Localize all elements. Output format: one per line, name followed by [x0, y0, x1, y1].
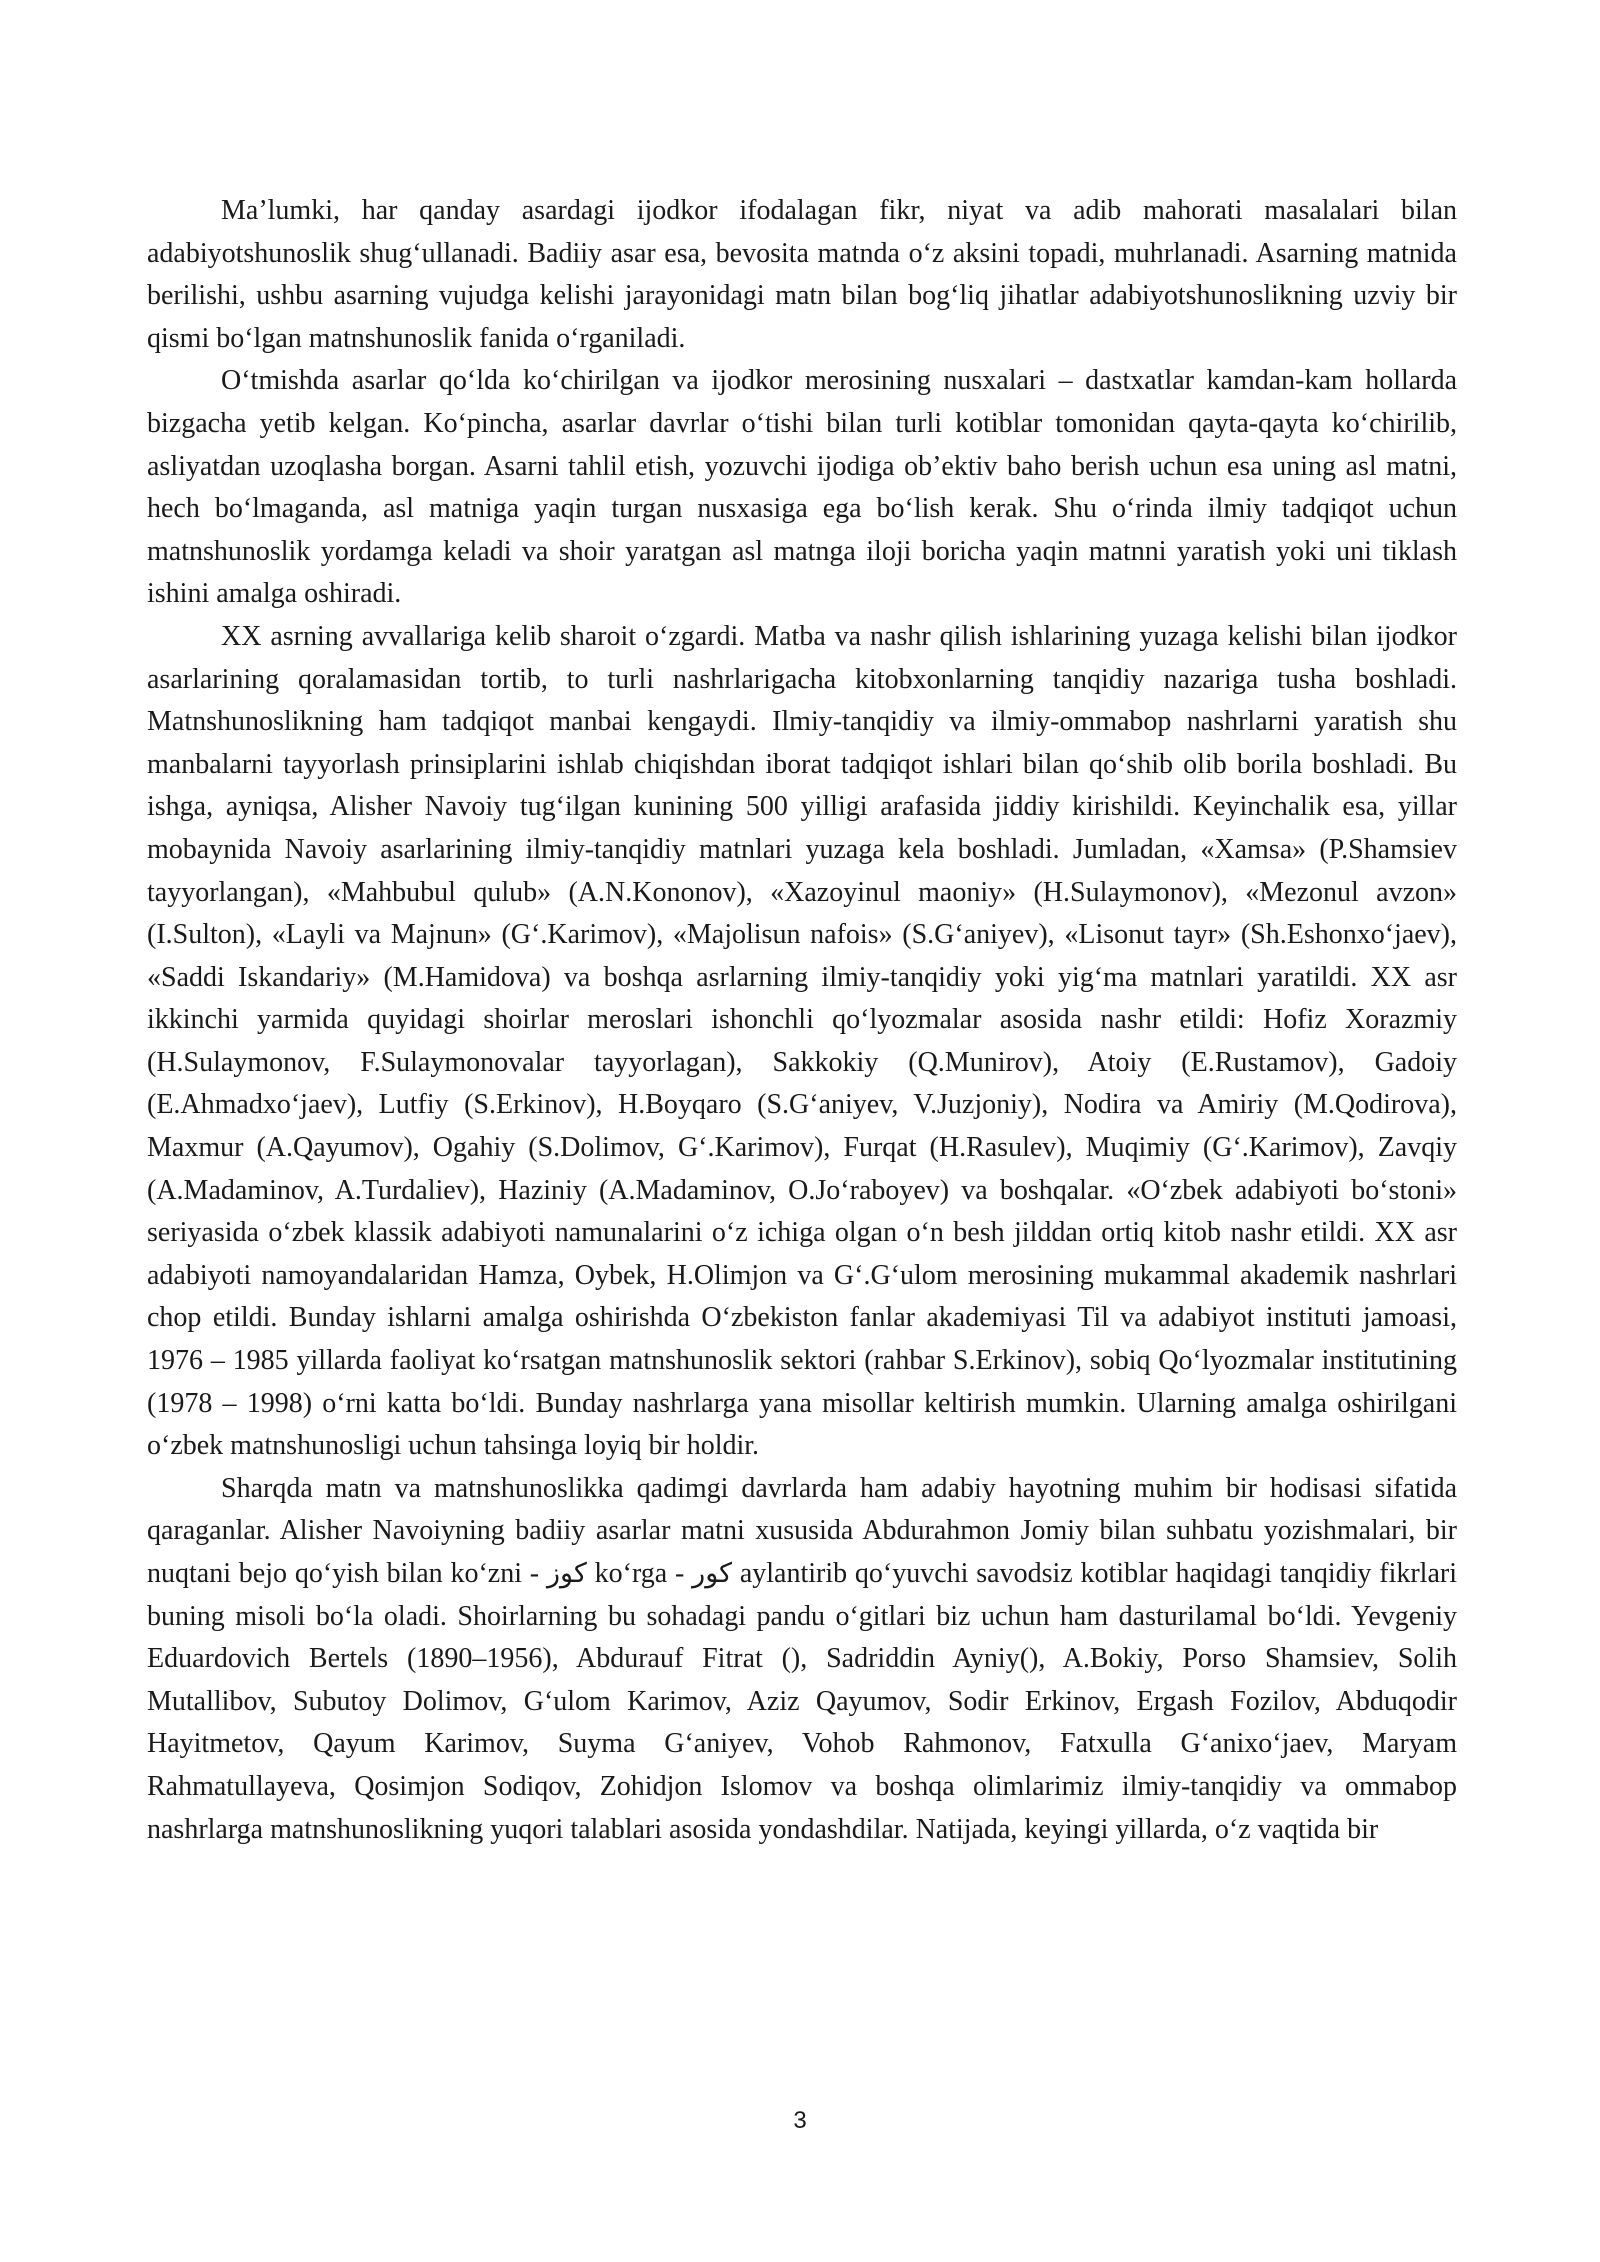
- document-body: [147, 190, 1457, 1851]
- paragraph-4: [147, 1468, 1457, 1851]
- paragraph-4-text-3: aylantirib qo‘yuvchi savodsiz kotiblar haqidagi tanqidiy fikrlari buning misoli bo‘la oladi. Shoirlarning bu sohadagi pandu o‘gitlari biz uchun ham dasturilamal bo‘ldi. Yevgeniy Eduardovich Bertels (1890–1956), Abdurauf Fitrat (), Sadriddin Ayniy(), A.Bokiy, Porso Shamsiev, Solih Mutallibov, Subutoy Dolimov, G‘ulom Karimov, Aziz Qayumov, Sodir Erkinov, Ergash Fozilov, Abduqodir Hayitmetov, Qayum Karimov, Suyma G‘aniyev, Vohob Rahmonov, Fatxulla G‘anixo‘jaev, Maryam Rahmatullayeva, Qosimjon Sodiqov, Zohidjon Islomov va boshqa olimlarimiz ilmiy-tanqidiy va ommabop nashrlarga matnshunoslikning yuqori talablari asosida yondashdilar. Natijada, keyingi yillarda, o‘z vaqtida bir: [147, 1558, 1457, 1845]
- paragraph-1: Ma’lumki, har qanday asardagi ijodkor ifodalagan fikr, niyat va adib mahorati masalalari bilan adabiyotshunoslik shug‘ullanadi. Badiiy asar esa, bevosita matnda o‘z aksini topadi, muhrlanadi. Asarning matnida berilishi, ushbu asarning vujudga kelishi jarayonidagi matn bilan bog‘liq jihatlar adabiyotshunoslikning uzviy bir qismi bo‘lgan matnshunoslik fanida o‘rganiladi.: [147, 195, 1457, 354]
- paragraph-2: O‘tmishda asarlar qo‘lda ko‘chirilgan va ijodkor merosining nusxalari – dastxatlar kamdan-kam hollarda bizgacha yetib kelgan. Ko‘pincha, asarlar davrlar o‘tishi bilan turli kotiblar tomonidan qayta-qayta ko‘chirilib, asliyatdan uzoqlasha borgan. Asarni tahlil etish, yozuvchi ijodiga ob’ektiv baho berish uchun esa uning asl matni, hech bo‘lmaganda, asl matniga yaqin turgan nusxasiga ega bo‘lish kerak. Shu o‘rinda ilmiy tadqiqot uchun matnshunoslik yordamga keladi va shoir yaratgan asl matnga iloji boricha yaqin matnni yaratish yoki uni tiklash ishini amalga oshiradi.: [147, 365, 1457, 610]
- paragraph-4-text-1: Sharqda matn va matnshunoslikka qadimgi davrlarda ham adabiy hayotning muhim bir hodisasi sifatida qaraganlar. Alisher Navoiyning badiiy asarlar matni xususida Abdurahmon Jomiy bilan suhbatu yozishmalari, bir nuqtani bejo qo‘yish bilan ko‘zni -: [147, 1472, 1457, 1589]
- page-number: 3: [793, 2107, 807, 2134]
- paragraph-4-text-2: ko‘rga -: [586, 1558, 693, 1589]
- arabic-word-kor: کور: [692, 1558, 732, 1589]
- arabic-word-koz: کوز: [546, 1558, 587, 1589]
- paragraph-3: XX asrning avvallariga kelib sharoit o‘zgardi. Matba va nashr qilish ishlarining yuzaga kelishi bilan ijodkor asarlarining qoralamasidan tortib, to turli nashrlarigacha kitobxonlarning tanqidiy nazariga tusha boshladi. Matnshunoslikning ham tadqiqot manbai kengaydi. Ilmiy-tanqidiy va ilmiy-ommabop nashrlarni yaratish shu manbalarni tayyorlash prinsiplarini ishlab chiqishdan iborat tadqiqot ishlari bilan qo‘shib olib borila boshladi. Bu ishga, ayniqsa, Alisher Navoiy tug‘ilgan kunining 500 yilligi arafasida jiddiy kirishildi. Keyinchalik esa, yillar mobaynida Navoiy asarlarining ilmiy-tanqidiy matnlari yuzaga kela boshladi. Jumladan, «Xamsa» (P.Shamsiev tayyorlangan), «Mahbubul qulub» (A.N.Kononov), «Xazoyinul maoniy» (H.Sulaymonov), «Mezonul avzon» (I.Sulton), «Layli va Majnun» (G‘.Karimov), «Majolisun nafois» (S.G‘aniyev), «Lisonut tayr» (Sh.Eshonxo‘jaev), «Saddi Iskandariy» (M.Hamidova) va boshqa asrlarning ilmiy-tanqidiy yoki yig‘ma matnlari yaratildi. XX asr ikkinchi yarmida quyidagi shoirlar meroslari ishonchli qo‘lyozmalar asosida nashr etildi: Hofiz Xorazmiy (H.Sulaymonov, F.Sulaymonovalar tayyorlagan), Sakkokiy (Q.Munirov), Atoiy (E.Rustamov), Gadoiy (E.Ahmadxo‘jaev), Lutfiy (S.Erkinov), H.Boyqaro (S.G‘aniyev, V.Juzjoniy), Nodira va Amiriy (M.Qodirova), Maxmur (A.Qayumov), Ogahiy (S.Dolimov, G‘.Karimov), Furqat (H.Rasulev), Muqimiy (G‘.Karimov), Zavqiy (A.Madaminov, A.Turdaliev), Haziniy (A.Madaminov, O.Jo‘raboyev) va boshqalar. «O‘zbek adabiyoti bo‘stoni» seriyasida o‘zbek klassik adabiyoti namunalarini o‘z ichiga olgan o‘n besh jilddan ortiq kitob nashr etildi. XX asr adabiyoti namoyandalaridan Hamza, Oybek, H.Olimjon va G‘.G‘ulom merosining mukammal akademik nashrlari chop etildi. Bunday ishlarni amalga oshirishda O‘zbekiston fanlar akademiyasi Til va adabiyot instituti jamoasi, 1976 – 1985 yillarda faoliyat ko‘rsatgan matnshunoslik sektori (rahbar S.Erkinov), sobiq Qo‘lyozmalar institutining (1978 – 1998) o‘rni katta bo‘ldi. Bunday nashrlarga yana misollar keltirish mumkin. Ularning amalga oshirilgani o‘zbek matnshunosligi uchun tahsinga loyiq bir holdir.: [147, 620, 1457, 1462]
